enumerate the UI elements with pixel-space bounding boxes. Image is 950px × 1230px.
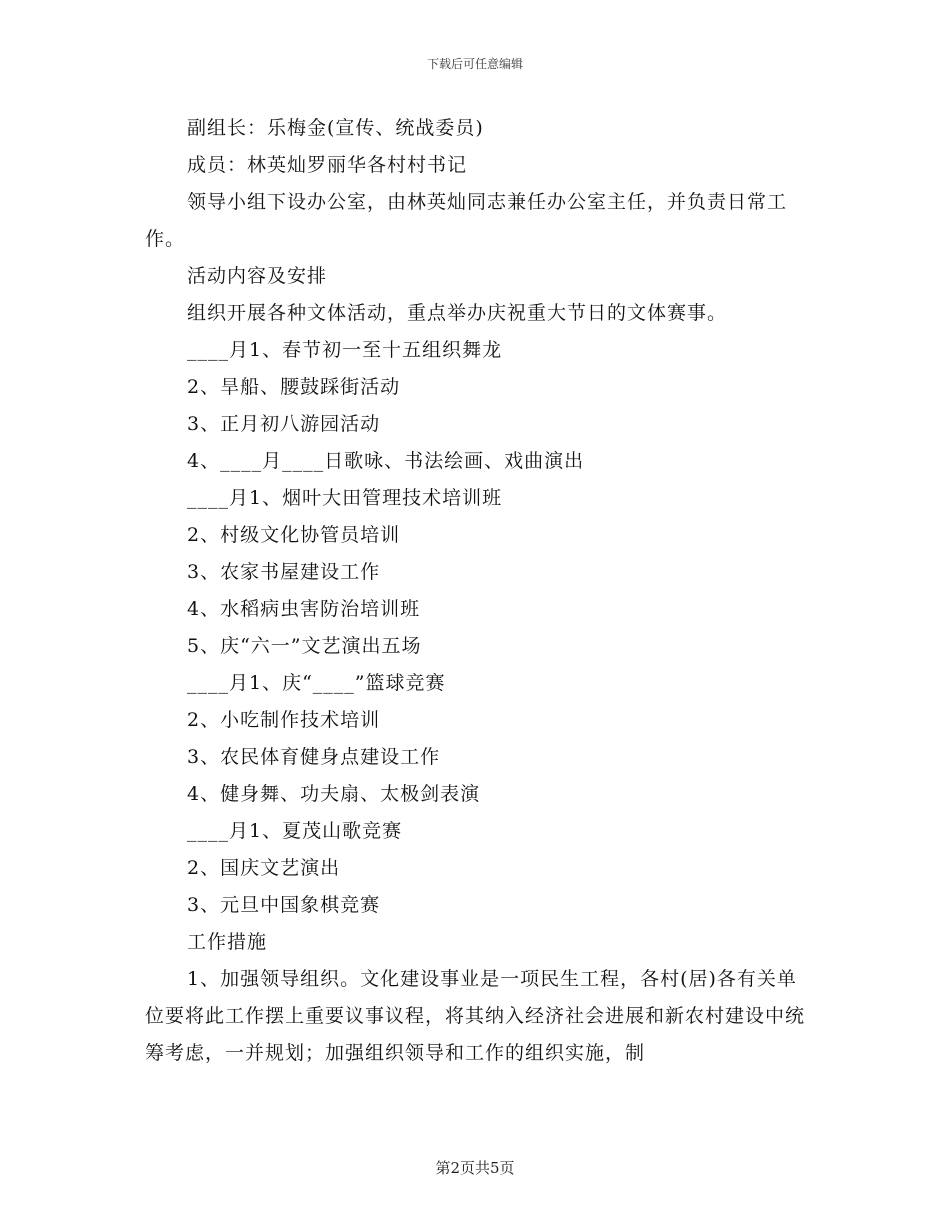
- list-item: 2、国庆文艺演出: [187, 857, 341, 879]
- page-number: 第2页共5页: [435, 1159, 515, 1177]
- list-item: 2、旱船、腰鼓踩街活动: [187, 376, 401, 398]
- list-item: 3、农民体育健身点建设工作: [187, 746, 441, 768]
- page-header: 下载后可任意编辑: [426, 57, 523, 71]
- paragraph: 副组长：乐梅金(宣传、统战委员): [187, 117, 484, 139]
- paragraph: 1、加强领导组织。文化建设事业是一项民生工程，各村(居)各有关单位要将此工作摆上重要议事议程，将其纳入经济社会进展和新农村建设中统筹考虑，一并规划；加强组织领导和工作的组织实施，制: [145, 968, 806, 1064]
- list-item: 2、小吃制作技术培训: [187, 709, 381, 731]
- list-item: ____月1、春节初一至十五组织舞龙: [187, 339, 503, 361]
- list-item: ____月1、夏茂山歌竞赛: [187, 820, 403, 842]
- document-body: [145, 110, 805, 1072]
- list-item: 4、健身舞、功夫扇、太极剑表演: [187, 783, 481, 805]
- paragraph: 领导小组下设办公室，由林英灿同志兼任办公室主任，并负责日常工作。: [145, 191, 788, 250]
- list-item: 2、村级文化协管员培训: [187, 524, 401, 546]
- paragraph: 组织开展各种文体活动，重点举办庆祝重大节日的文体赛事。: [187, 302, 728, 324]
- list-item: 4、____月____日歌咏、书法绘画、戏曲演出: [187, 450, 585, 472]
- list-item: 3、元旦中国象棋竞赛: [187, 894, 381, 916]
- list-item: ____月1、庆“____”篮球竞赛: [187, 672, 446, 694]
- list-item: 3、正月初八游园活动: [187, 413, 381, 435]
- list-item: 5、庆“六一”文艺演出五场: [187, 635, 422, 657]
- list-item: 3、农家书屋建设工作: [187, 561, 381, 583]
- section-heading: 活动内容及安排: [187, 265, 328, 287]
- paragraph: 成员：林英灿罗丽华各村村书记: [187, 154, 468, 176]
- list-item: ____月1、烟叶大田管理技术培训班: [187, 487, 503, 509]
- section-heading: 工作措施: [187, 931, 268, 953]
- list-item: 4、水稻病虫害防治培训班: [187, 598, 421, 620]
